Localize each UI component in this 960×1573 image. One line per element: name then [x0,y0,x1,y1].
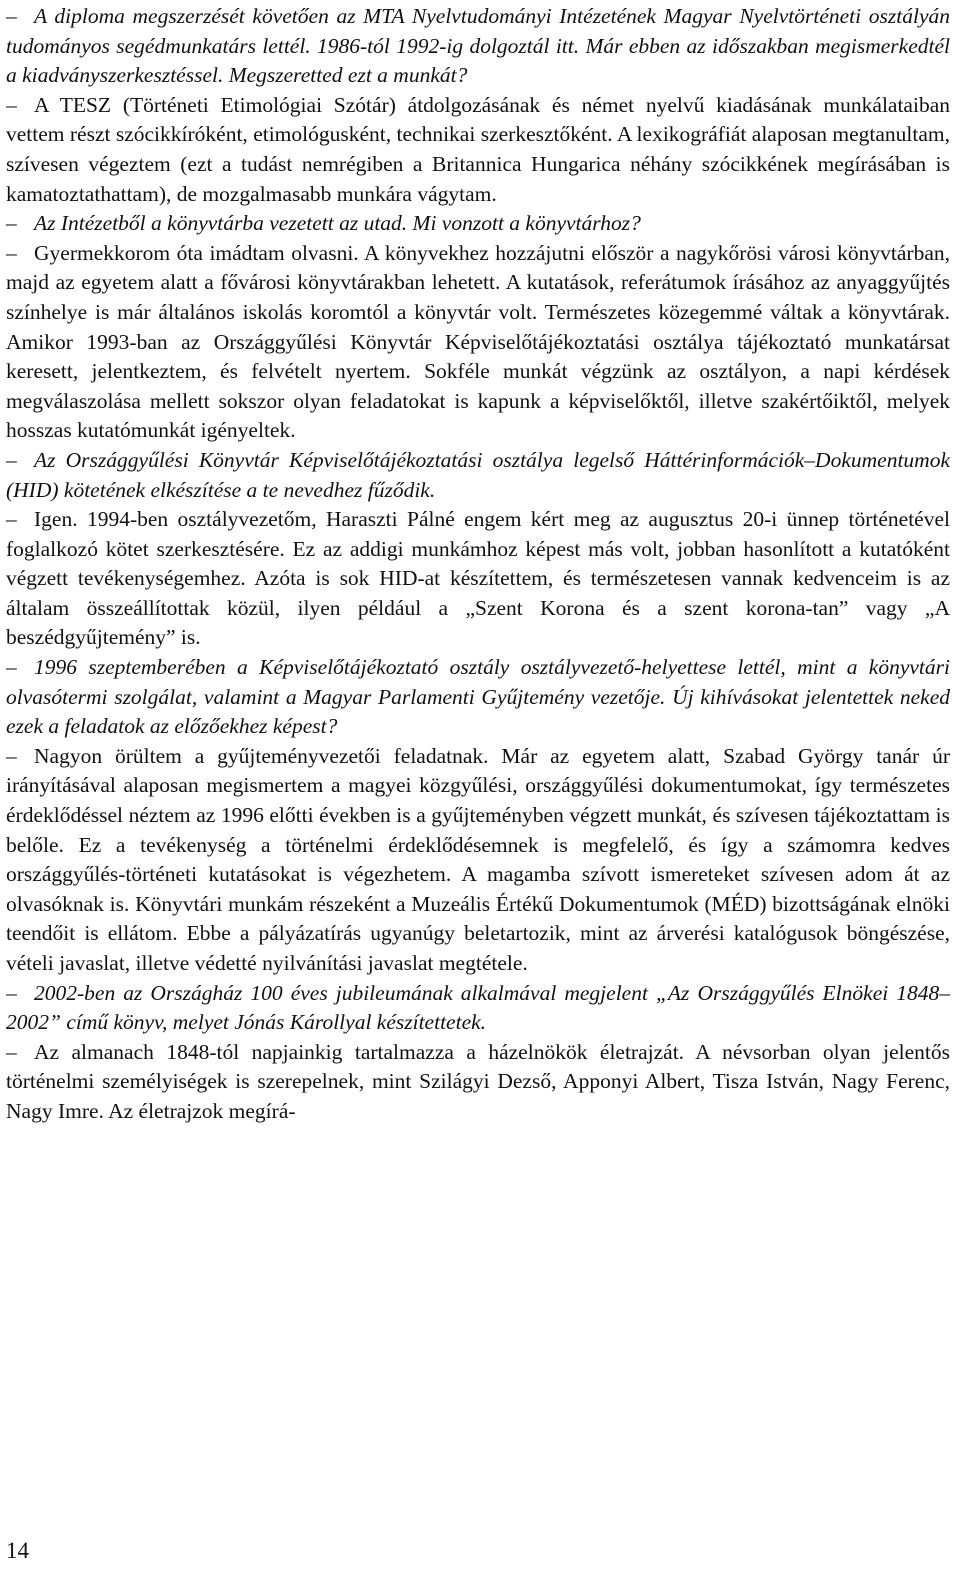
dialogue-dash: – [6,92,17,117]
question-paragraph [6,979,950,1038]
question-paragraph [6,209,950,239]
dialogue-dash: – [6,980,17,1005]
dialogue-dash: – [6,655,17,680]
question-text: A diploma megszerzését követően az MTA Nyelvtudományi Intézetének Magyar Nyelvtörténeti osztályán tudományos segédmunkatárs lettél. 1986-tól 1992-ig dolgoztál itt. Már ebben az időszakban megismerkedtél a kiadványszerkesztéssel. Megszeretted ezt a munkát? [6,4,950,88]
dialogue-dash: – [6,4,17,28]
page-number: 14 [6,1538,29,1563]
interview-text [6,2,950,1127]
answer-paragraph [6,91,950,209]
dialogue-dash: – [6,507,17,532]
question-paragraph [6,653,950,742]
dialogue-dash: – [6,1039,17,1064]
dialogue-dash: – [6,447,17,472]
answer-paragraph [6,742,950,979]
answer-text: Igen. 1994-ben osztályvezetőm, Haraszti Pálné engem kért meg az augusztus 20-i ünnep történetével foglalkozó kötet szerkesztésére. Ez az addigi munkámhoz képest más volt, jobban hasonlított a kutatóként végzett tevékenységemhez. Azóta is sok HID-at készítettem, és természetesen vannak kedvenceim is az általam összeállítottak közül, ilyen például a „Szent Korona és a szent korona-tan” vagy „A beszédgyűjtemény” is. [6,507,950,650]
dialogue-dash: – [6,743,17,768]
dialogue-dash: – [6,211,17,236]
answer-text: Gyermekkorom óta imádtam olvasni. A könyvekhez hozzájutni először a nagykőrösi városi könyvtárban, majd az egyetem alatt a fővárosi könyvtárakban lehetett. A kutatások, referátumok írásához az anyaggyűjtés színhelye is már általános iskolás koromtól a könyvtár volt. Természetes közegemmé váltak a könyvtárak. Amikor 1993-ban az Országgyűlési Könyvtár Képviselőtájékoztatási osztálya tájékoztató munkatársat keresett, jelentkeztem, és felvételt nyertem. Sokféle munkát végzünk az osztályon, a napi kérdések megválaszolása mellett sokszor olyan feladatokat is kapunk a képviselőktől, illetve szakértőiktől, melyek hosszas kutatómunkát igényeltek. [6,240,950,443]
question-text: 2002-ben az Országház 100 éves jubileumának alkalmával megjelent „Az Országgyűlés Elnökei 1848–2002” című könyv, melyet Jónás Károllyal készítettetek. [6,980,950,1035]
dialogue-dash: – [6,240,17,265]
question-paragraph [6,2,950,91]
answer-paragraph [6,239,950,446]
question-text: Az Intézetből a könyvtárba vezetett az utad. Mi vonzott a könyvtárhoz? [34,211,641,236]
question-text: 1996 szeptemberében a Képviselőtájékoztató osztály osztályvezető-helyettese lettél, mint a könyvtári olvasótermi szolgálat, valamint a Magyar Parlamenti Gyűjtemény vezetője. Új kihívásokat jelentettek neked ezek a feladatok az előzőekhez képest? [6,655,950,739]
answer-text: A TESZ (Történeti Etimológiai Szótár) átdolgozásának és német nyelvű kiadásának munkálataiban vettem részt szócikkíróként, etimológusként, technikai szerkesztőként. A lexikográfiát alaposan megtanultam, szívesen végeztem (ezt a tudást nemrégiben a Britannica Hungarica néhány szócikkének megírásában is kamatoztathattam), de mozgalmasabb munkára vágytam. [6,92,950,206]
question-text: Az Országgyűlési Könyvtár Képviselőtájékoztatási osztálya legelső Háttérinformációk–Dokumentumok (HID) kötetének elkészítése a te nevedhez fűződik. [6,447,950,502]
answer-paragraph [6,1038,950,1127]
answer-text: Az almanach 1848-tól napjainkig tartalmazza a házelnökök életrajzát. A névsorban olyan jelentős történelmi személyiségek is szerepelnek, mint Szilágyi Dezső, Apponyi Albert, Tisza István, Nagy Ferenc, Nagy Imre. Az életrajzok megírá- [6,1039,950,1123]
answer-text: Nagyon örültem a gyűjteményvezetői feladatnak. Már az egyetem alatt, Szabad György tanár úr irányításával alaposan megismertem a magyei közgyűlési, országgyűlési dokumentumokat, így természetes érdeklődéssel néztem az 1996 előtti években is a gyűjteményben végzett munkát, és szívesen tájékoztattam is belőle. Ez a tevékenység a történelmi érdeklődésemnek is megfelelő, és így a számomra kedves országgyűlés-történeti kutatásokat is végezhetem. A magamba szívott ismereteket szívesen adom át az olvasóknak is. Könyvtári munkám részeként a Muzeális Értékű Dokumentumok (MÉD) bizottságának elnöki teendőit is ellátom. Ebbe a pályázatírás ugyanúgy beletartozik, mint az árverési katalógusok böngészése, vételi javaslat, illetve védetté nyilvánítási javaslat megtétele. [6,743,950,975]
question-paragraph [6,446,950,505]
answer-paragraph [6,505,950,653]
